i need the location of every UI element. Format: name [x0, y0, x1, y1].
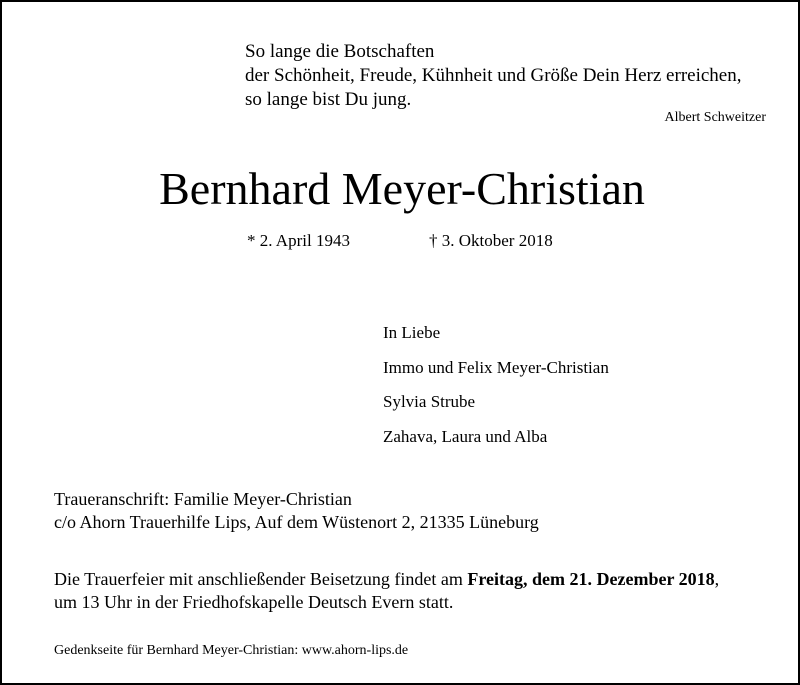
- mourner-name: Immo und Felix Meyer-Christian: [383, 357, 609, 377]
- service-text: Die Trauerfeier mit anschließender Beisetzung findet am: [54, 569, 468, 589]
- quote: [245, 40, 741, 112]
- quote-line-1: So lange die Botschaften: [245, 41, 435, 62]
- address-line-1: Traueranschrift: Familie Meyer-Christian: [54, 489, 352, 509]
- mourner-name: Sylvia Strube: [383, 392, 476, 411]
- funeral-service: [54, 568, 719, 614]
- service-line-1: [54, 568, 719, 591]
- mourner-name: Zahava, Laura und Alba: [383, 426, 548, 446]
- service-line-2: um 13 Uhr in der Friedhofskapelle Deutsch Evern statt.: [54, 592, 454, 612]
- memorial-page-note: Gedenkseite für Bernhard Meyer-Christian: www.ahorn-lips.de: [54, 643, 409, 658]
- mourners: [383, 316, 609, 454]
- deceased-name: Bernhard Meyer-Christian: [159, 163, 645, 214]
- birth-date: * 2. April 1943: [247, 231, 350, 250]
- quote-line-3: so lange bist Du jung.: [245, 89, 412, 110]
- service-comma: ,: [714, 569, 720, 589]
- quote-author: Albert Schweitzer: [664, 110, 766, 125]
- mourners-intro: In Liebe: [383, 323, 441, 342]
- mourning-address: [54, 488, 539, 534]
- death-date: † 3. Oktober 2018: [429, 231, 553, 250]
- service-date: Freitag, dem 21. Dezember 2018: [467, 569, 715, 589]
- quote-line-2: der Schönheit, Freude, Kühnheit und Größe Dein Herz erreichen,: [245, 65, 742, 86]
- address-line-2: c/o Ahorn Trauerhilfe Lips, Auf dem Wüstenort 2, 21335 Lüneburg: [54, 512, 539, 532]
